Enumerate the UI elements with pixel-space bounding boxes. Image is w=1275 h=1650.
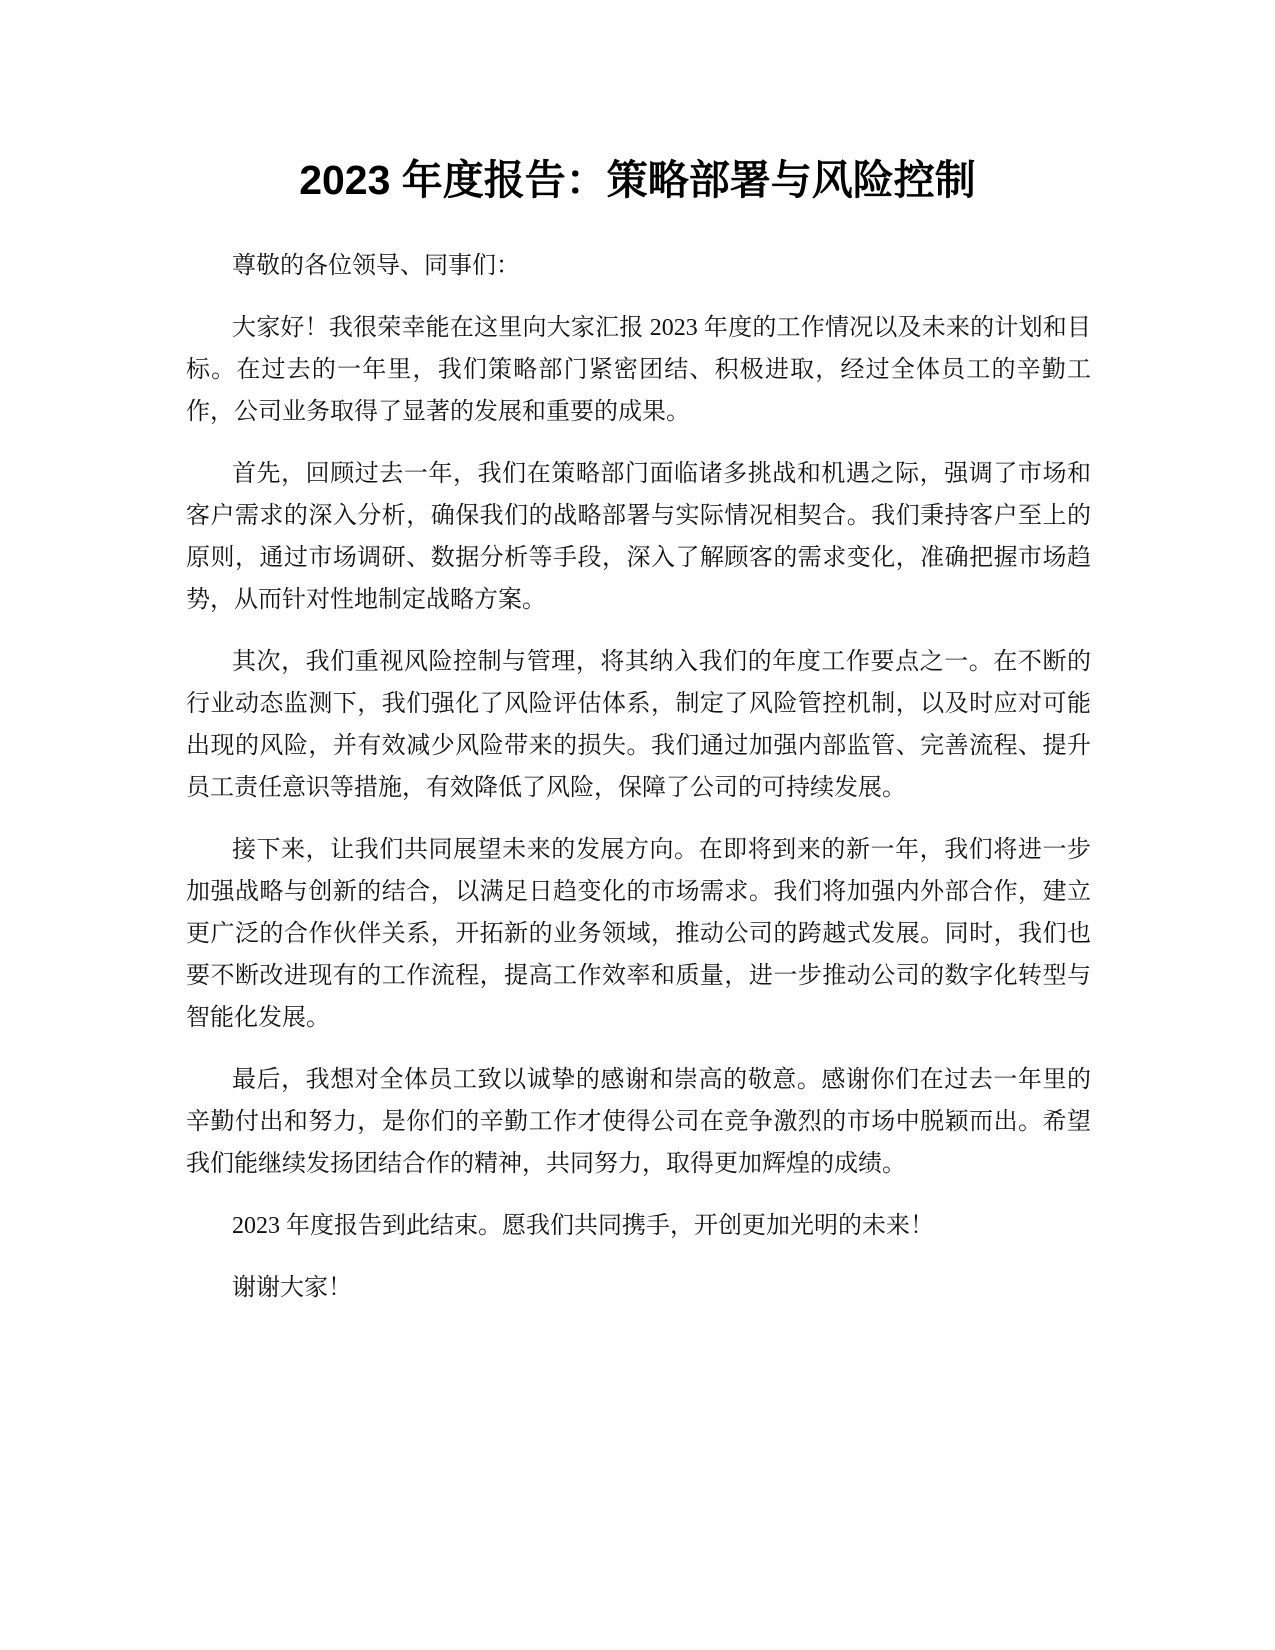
document-title: 2023 年度报告：策略部署与风险控制 (299, 157, 976, 203)
document-body (186, 245, 1091, 1329)
salutation: 尊敬的各位领导、同事们： (232, 253, 520, 279)
paragraph-greeting: 大家好！我很荣幸能在这里向大家汇报 2023 年度的工作情况以及未来的计划和目标。在过去的一年里，我们策略部门紧密团结、积极进取，经过全体员工的辛勤工作，公司业务取得了显著的发展和重要的成果。 (186, 315, 1091, 425)
paragraph-review: 首先，回顾过去一年，我们在策略部门面临诸多挑战和机遇之际，强调了市场和客户需求的深入分析，确保我们的战略部署与实际情况相契合。我们秉持客户至上的原则，通过市场调研、数据分析等手段，深入了解顾客的需求变化，准确把握市场趋势，从而针对性地制定战略方案。 (186, 461, 1091, 613)
paragraph-conclusion: 2023 年度报告到此结束。愿我们共同携手，开创更加光明的未来！ (232, 1213, 934, 1239)
closing: 谢谢大家！ (232, 1275, 352, 1301)
paragraph-risk-control: 其次，我们重视风险控制与管理，将其纳入我们的年度工作要点之一。在不断的行业动态监测下，我们强化了风险评估体系，制定了风险管控机制，以及时应对可能出现的风险，并有效减少风险带来的损失。我们通过加强内部监管、完善流程、提升员工责任意识等措施，有效降低了风险，保障了公司的可持续发展。 (186, 649, 1091, 801)
paragraph-thanks: 最后，我想对全体员工致以诚挚的感谢和崇高的敬意。感谢你们在过去一年里的辛勤付出和努力，是你们的辛勤工作才使得公司在竞争激烈的市场中脱颖而出。希望我们能继续发扬团结合作的精神，共同努力，取得更加辉煌的成绩。 (186, 1067, 1091, 1177)
paragraph-outlook: 接下来，让我们共同展望未来的发展方向。在即将到来的新一年，我们将进一步加强战略与创新的结合，以满足日趋变化的市场需求。我们将加强内外部合作，建立更广泛的合作伙伴关系，开拓新的业务领域，推动公司的跨越式发展。同时，我们也要不断改进现有的工作流程，提高工作效率和质量，进一步推动公司的数字化转型与智能化发展。 (186, 837, 1091, 1031)
